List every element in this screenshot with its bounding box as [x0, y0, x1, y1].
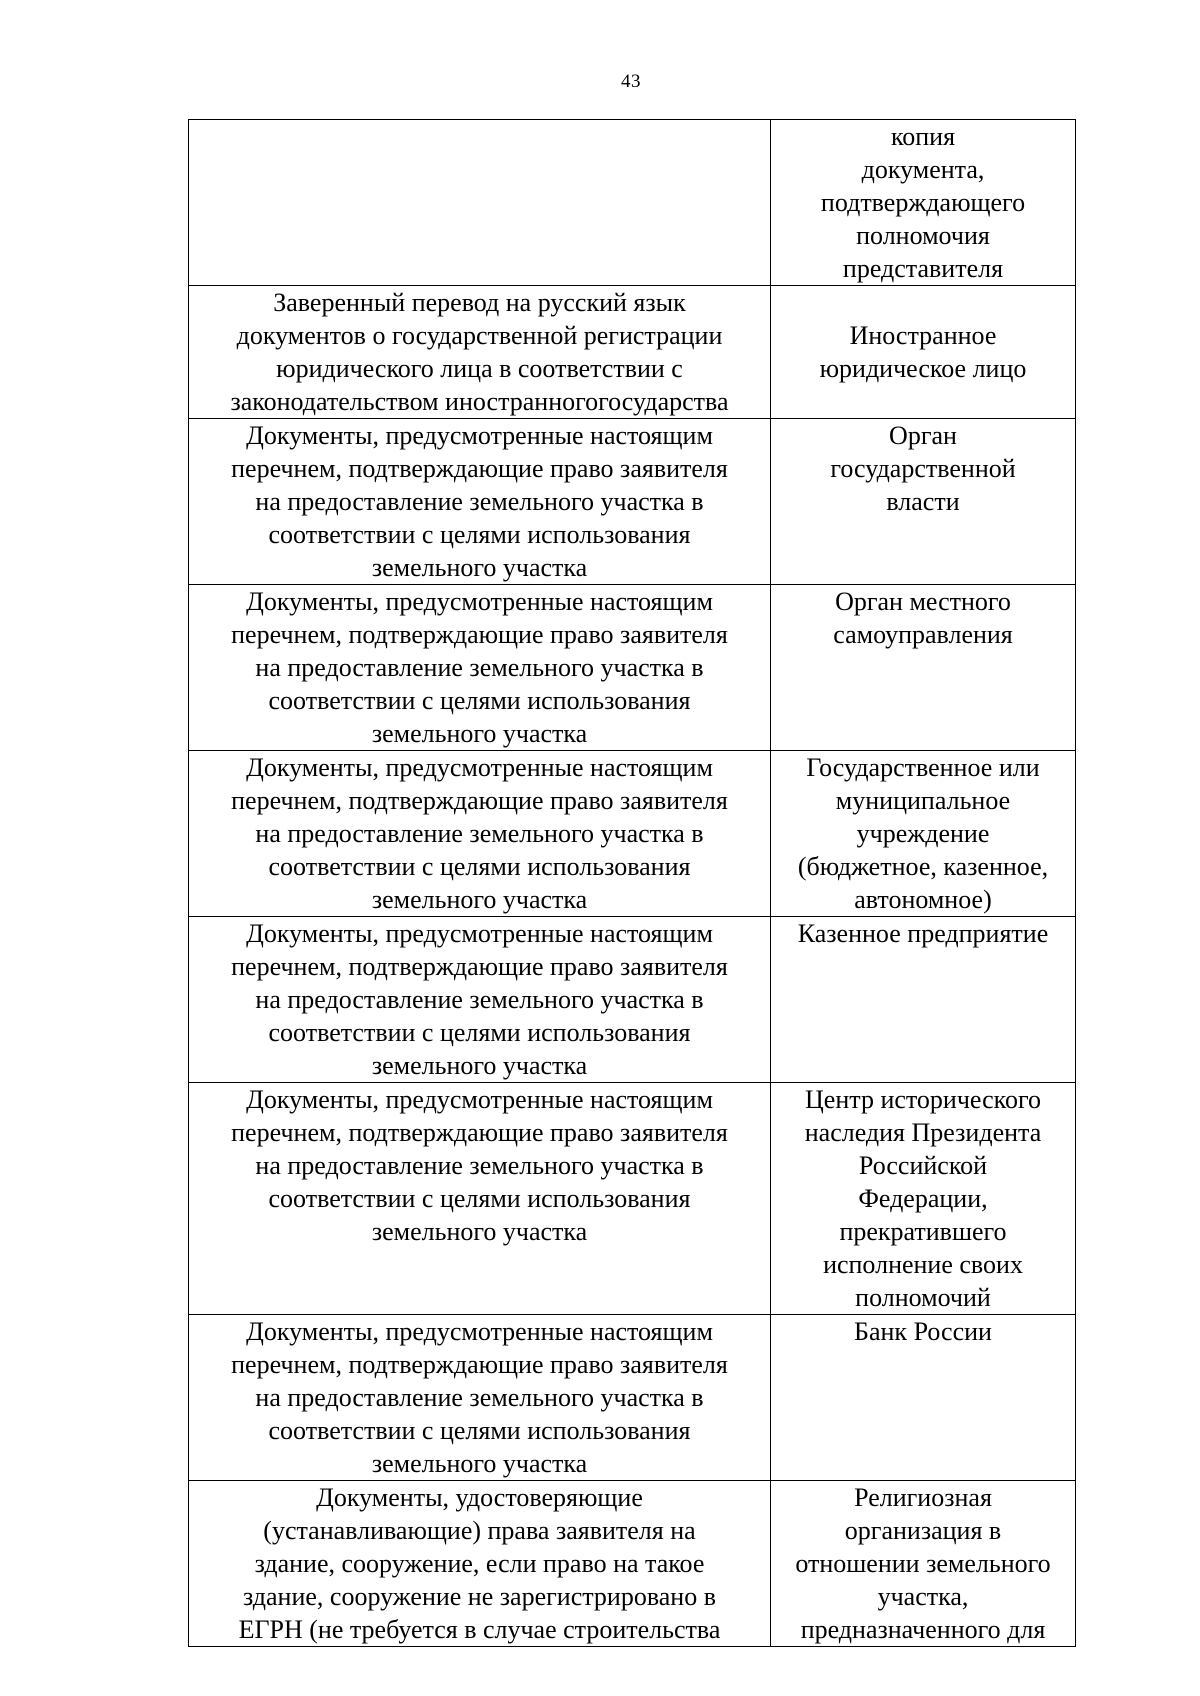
applicant-text: Центр исторического наследия Президента Российской Федерации, прекратившего исполнение своих полномочий — [804, 1085, 1042, 1312]
documents-text: Заверенный перевод на русский язык документов о государственной регистрации юридического лица в соответствии с законодательством иностранногогосударства — [230, 288, 729, 416]
table-row — [189, 419, 1076, 585]
applicant-text: копия документа, подтверждающего полномочия представителя — [820, 122, 1026, 283]
documents-cell — [189, 917, 771, 1083]
documents-cell — [189, 585, 771, 751]
documents-cell — [189, 419, 771, 585]
applicant-cell — [771, 1083, 1076, 1315]
documents-text: Документы, предусмотренные настоящим перечнем, подтверждающие право заявителя на предоставление земельного участка в соответствии с целями использования земельного участка — [231, 1085, 728, 1246]
applicant-cell — [771, 585, 1076, 751]
applicant-text: Банк России — [854, 1317, 992, 1346]
documents-cell — [189, 751, 771, 917]
documents-table — [188, 119, 1076, 1647]
applicant-cell — [771, 1315, 1076, 1481]
table-row — [189, 1315, 1076, 1481]
applicant-cell — [771, 120, 1076, 286]
documents-text: Документы, удостоверяющие (устанавливающие) права заявителя на здание, сооружение, если право на такое здание, сооружение не зарегистрировано в ЕГРН (не требуется в случае строительства — [238, 1483, 721, 1644]
table-row — [189, 1083, 1076, 1315]
documents-text: Документы, предусмотренные настоящим перечнем, подтверждающие право заявителя на предоставление земельного участка в соответствии с целями использования земельного участка — [231, 919, 728, 1080]
documents-cell — [189, 1315, 771, 1481]
documents-cell — [189, 1481, 771, 1647]
applicant-cell — [771, 1481, 1076, 1647]
table-row — [189, 585, 1076, 751]
documents-text: Документы, предусмотренные настоящим перечнем, подтверждающие право заявителя на предоставление земельного участка в соответствии с целями использования земельного участка — [231, 421, 728, 582]
documents-text: Документы, предусмотренные настоящим перечнем, подтверждающие право заявителя на предоставление земельного участка в соответствии с целями использования земельного участка — [231, 587, 728, 748]
table-row — [189, 917, 1076, 1083]
table-row — [189, 120, 1076, 286]
documents-text: Документы, предусмотренные настоящим перечнем, подтверждающие право заявителя на предоставление земельного участка в соответствии с целями использования земельного участка — [231, 1317, 728, 1478]
table-row — [189, 286, 1076, 419]
applicant-text: Казенное предприятие — [797, 919, 1049, 948]
applicant-cell — [771, 286, 1076, 419]
applicant-text: Иностранное юридическое лицо — [819, 321, 1027, 383]
documents-cell — [189, 120, 771, 286]
applicant-text: Орган государственной власти — [830, 421, 1016, 516]
applicant-cell — [771, 419, 1076, 585]
applicant-cell — [771, 751, 1076, 917]
documents-cell — [189, 286, 771, 419]
applicant-text: Религиозная организация в отношении земельного участка, предназначенного для — [795, 1483, 1051, 1644]
documents-text: Документы, предусмотренные настоящим перечнем, подтверждающие право заявителя на предоставление земельного участка в соответствии с целями использования земельного участка — [231, 753, 728, 914]
documents-cell — [189, 1083, 771, 1315]
applicant-text: Государственное или муниципальное учреждение (бюджетное, казенное, автономное) — [797, 753, 1049, 914]
table-row — [189, 751, 1076, 917]
page-number: 43 — [621, 71, 641, 92]
applicant-text: Орган местного самоуправления — [833, 587, 1013, 649]
applicant-cell — [771, 917, 1076, 1083]
table-row — [189, 1481, 1076, 1647]
